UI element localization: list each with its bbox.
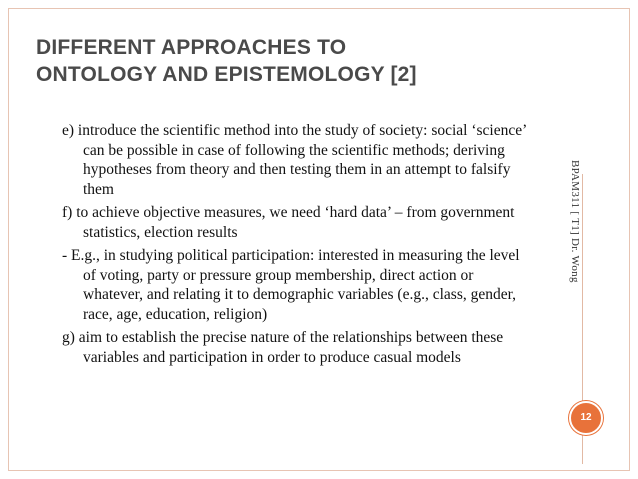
paragraph-example: - E.g., in studying political participation: interested in measuring the level of voting, party or pressure group membership, direct action or whatever, and relating it to demographic variables (e.g., class, gender, race, age, education, religion) <box>62 247 520 323</box>
slide-title-line-2: ONTOLOGY AND EPISTEMOLOGY [2] <box>36 63 417 86</box>
paragraph-g: g) aim to establish the precise nature of the relationships between these variables and participation in order to produce casual models <box>62 329 504 366</box>
slide-title <box>36 34 536 88</box>
paragraph-f: f) to achieve objective measures, we need ‘hard data’ – from government statistics, election results <box>62 204 515 241</box>
slide-title-line-1: DIFFERENT APPROACHES TO <box>36 36 347 59</box>
page-number-badge: 12 <box>569 401 603 435</box>
paragraph-e: e) introduce the scientific method into the study of society: social ‘science’ can be possible in case of following the scientific methods; deriving hypotheses from theory and then testing them in an attempt to falsify them <box>62 122 527 198</box>
slide-body <box>62 121 532 371</box>
footer-course-label: BPAM311 [ T1] Dr. Wong <box>569 160 581 283</box>
